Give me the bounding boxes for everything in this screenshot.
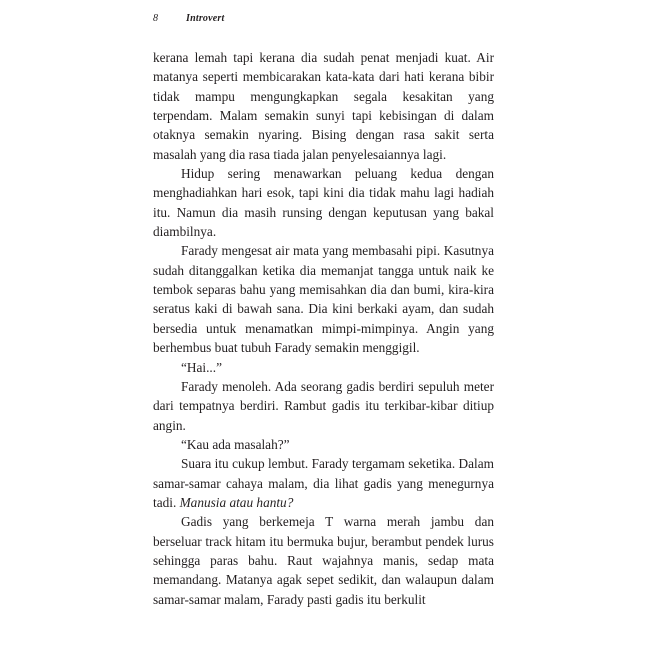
paragraph-1: kerana lemah tapi kerana dia sudah penat menjadi kuat. Air matanya seperti membicarakan kata-kata dari hati kerana bibir tidak mampu mengungkapkan segala kesakitan yang terpendam. Malam semakin sunyi tapi kebisingan di dalam otaknya semakin nyaring. Bising dengan rasa sakit serta masalah yang dia rasa tiada jalan penyelesaiannya lagi. [153, 50, 494, 162]
paragraph-8: Gadis yang berkemeja T warna merah jambu dan berseluar track hitam itu bermuka bujur, berambut pendek lurus sehingga paras bahu. Raut wajahnya manis, sedap mata memandang. Matanya agak sepet sedikit, dan walaupun dalam samar-samar malam, Farady pasti gadis itu berkulit [153, 514, 494, 607]
paragraph-3: Farady mengesat air mata yang membasahi pipi. Kasutnya sudah ditanggalkan ketika dia memanjat tangga untuk naik ke tembok separas bahu yang memisahkan dia dan bumi, kira-kira seratus kaki di bawah sana. Dia kini berkaki ayam, dan sudah bersedia untuk menamatkan mimpi-mimpinya. Angin yang berhembus buat tubuh Farady semakin menggigil. [153, 243, 494, 356]
paragraph-4: “Hai...” [181, 359, 222, 375]
paragraph-7-text: Suara itu cukup lembut. Farady tergamam seketika. Dalam samar-samar cahaya malam, dia lihat gadis yang menegurnya tadi. [153, 456, 494, 510]
running-header [153, 13, 224, 24]
book-title: Introvert [186, 13, 225, 24]
paragraph-7 [153, 454, 494, 512]
paragraph-5: Farady menoleh. Ada seorang gadis berdiri sepuluh meter dari tempatnya berdiri. Rambut gadis itu terkibar-kibar ditiup angin. [153, 378, 494, 433]
paragraph-2: Hidup sering menawarkan peluang kedua dengan menghadiahkan hari esok, tapi kini dia tidak mahu lagi hadiah itu. Namun dia masih runsing dengan keputusan yang bakal diambilnya. [153, 166, 494, 240]
body-text [153, 48, 494, 609]
paragraph-7-italic-question: Manusia atau hantu? [179, 494, 294, 510]
paragraph-6: “Kau ada masalah?” [181, 436, 290, 452]
page-number: 8 [153, 13, 159, 24]
